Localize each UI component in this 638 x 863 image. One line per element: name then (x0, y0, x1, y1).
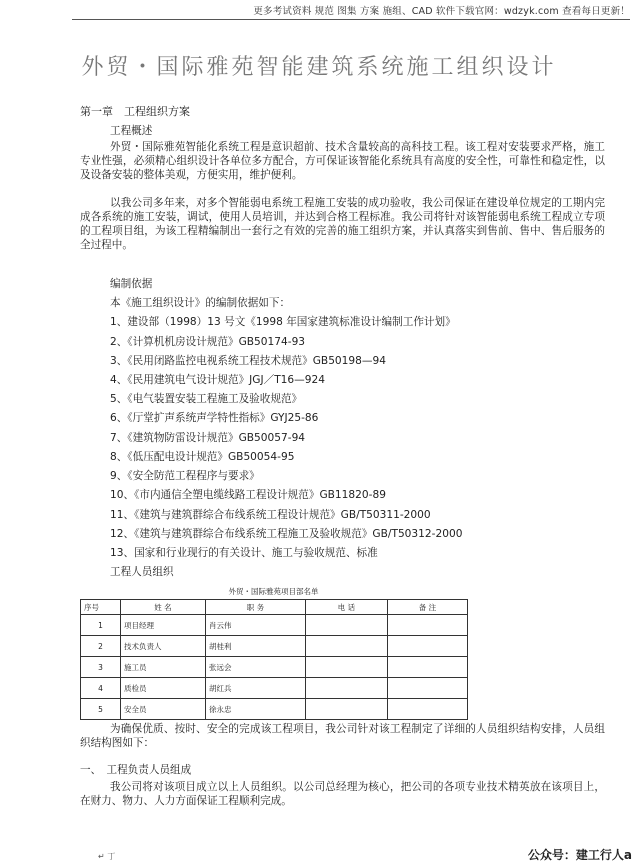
header-rule (72, 19, 630, 20)
cell-role: 安全员 (121, 699, 206, 720)
basis-item: 4、《民用建筑电气设计规范》JGJ／T16—924 (110, 374, 325, 386)
site-banner: 更多考试资料 规范 图集 方案 施组、CAD 软件下载官网：wdzyk.com 查看每日更新！ (253, 6, 630, 17)
cell-role: 技术负责人 (121, 636, 206, 657)
basis-item: 9、《安全防范工程程序与要求》 (110, 470, 260, 482)
staff-table (80, 599, 468, 720)
basis-item: 5、《电气装置安装工程施工及验收规范》 (110, 393, 303, 405)
column-header: 序号 (81, 600, 121, 615)
basis-item: 6、《厅堂扩声系统声学特性指标》GYJ25-86 (110, 412, 319, 424)
cell-name: 肖云伟 (206, 615, 306, 636)
basis-heading: 编制依据 (110, 278, 153, 290)
column-header: 职 务 (206, 600, 306, 615)
cell-note (388, 678, 468, 699)
cell-note (388, 699, 468, 720)
staff-structure-paragraph: 为确保优质、按时、安全的完成该工程项目，我公司针对该工程制定了详细的人员组织结构安排，人员组织结构图如下： (80, 723, 605, 749)
basis-intro: 本《施工组织设计》的编制依据如下： (110, 297, 291, 309)
overview-paragraph-1: 外贸・国际雅苑智能化系统工程是意识超前、技术含量较高的高科技工程。该工程对安装要求严格，施工专业性强，必须精心组织设计各单位多方配合，方可保证该智能化系统具有高度的安全性，可靠性和稳定性，以及设备安装的整体美观，方便实用，维护便利。 (80, 141, 605, 181)
cell-index: 4 (81, 678, 121, 699)
overview-paragraph-2: 以我公司多年来，对多个智能弱电系统工程施工安装的成功验收，我公司保证在建设单位规定的工期内完成各系统的施工安装，调试，使用人员培训，并达到合格工程标准。我公司将针对该智能弱电系统工程成立专项的工程项目组，为该工程精编制出一套行之有效的完善的施工组织方案，并认真落实到售前、售中、售后服务的全过程中。 (80, 197, 605, 251)
column-header: 电 话 (306, 600, 388, 615)
paragraph-mark: ↵ 丁 (98, 852, 116, 861)
table-row (81, 699, 468, 720)
staff-heading: 工程人员组织 (110, 566, 174, 578)
table-caption: 外贸・国际雅苑项目部名单 (228, 587, 319, 596)
basis-item: 10、《市内通信全塑电缆线路工程设计规范》GB11820-89 (110, 489, 386, 501)
basis-item: 1、建设部（1998）13 号文《1998 年国家建筑标准设计编制工作计划》 (110, 316, 456, 328)
cell-name: 胡红兵 (206, 678, 306, 699)
table-row (81, 636, 468, 657)
cell-index: 5 (81, 699, 121, 720)
column-header: 姓 名 (121, 600, 206, 615)
cell-index: 1 (81, 615, 121, 636)
document-title: 外贸・国际雅苑智能建筑系统施工组织设计 (81, 55, 557, 80)
cell-index: 3 (81, 657, 121, 678)
cell-phone (306, 657, 388, 678)
basis-item: 7、《建筑物防雷设计规范》GB50057-94 (110, 432, 306, 444)
basis-item: 3、《民用闭路监控电视系统工程技术规范》GB50198—94 (110, 355, 386, 367)
section-paragraph: 我公司将对该项目成立以上人员组织。以公司总经理为核心，把公司的各项专业技术精英放在该项目上，在财力、物力、人力方面保证工程顺利完成。 (80, 781, 605, 807)
basis-item: 2、《计算机机房设计规范》GB50174-93 (110, 336, 306, 348)
cell-note (388, 615, 468, 636)
cell-phone (306, 699, 388, 720)
footer-brand: 公众号：建工行人a (527, 848, 632, 862)
table-row (81, 615, 468, 636)
cell-name: 胡桂利 (206, 636, 306, 657)
cell-role: 施工员 (121, 657, 206, 678)
column-header: 备 注 (388, 600, 468, 615)
basis-item: 8、《低压配电设计规范》GB50054-95 (110, 451, 295, 463)
cell-name: 张远会 (206, 657, 306, 678)
chapter-heading: 第一章 工程组织方案 (80, 105, 190, 118)
cell-note (388, 636, 468, 657)
cell-note (388, 657, 468, 678)
table-row (81, 657, 468, 678)
table-row (81, 678, 468, 699)
cell-name: 徐永忠 (206, 699, 306, 720)
overview-heading: 工程概述 (110, 125, 153, 137)
basis-item: 13、国家和行业现行的有关设计、施工与验收规范、标准 (110, 547, 378, 559)
cell-index: 2 (81, 636, 121, 657)
section-heading: 一、 工程负责人员组成 (80, 764, 192, 776)
cell-phone (306, 636, 388, 657)
basis-item: 11、《建筑与建筑群综合布线系统工程设计规范》GB/T50311-2000 (110, 509, 431, 521)
basis-item: 12、《建筑与建筑群综合布线系统工程施工及验收规范》GB/T50312-2000 (110, 528, 463, 540)
cell-role: 项目经理 (121, 615, 206, 636)
table-header-row (81, 600, 468, 615)
cell-phone (306, 615, 388, 636)
cell-role: 质检员 (121, 678, 206, 699)
cell-phone (306, 678, 388, 699)
